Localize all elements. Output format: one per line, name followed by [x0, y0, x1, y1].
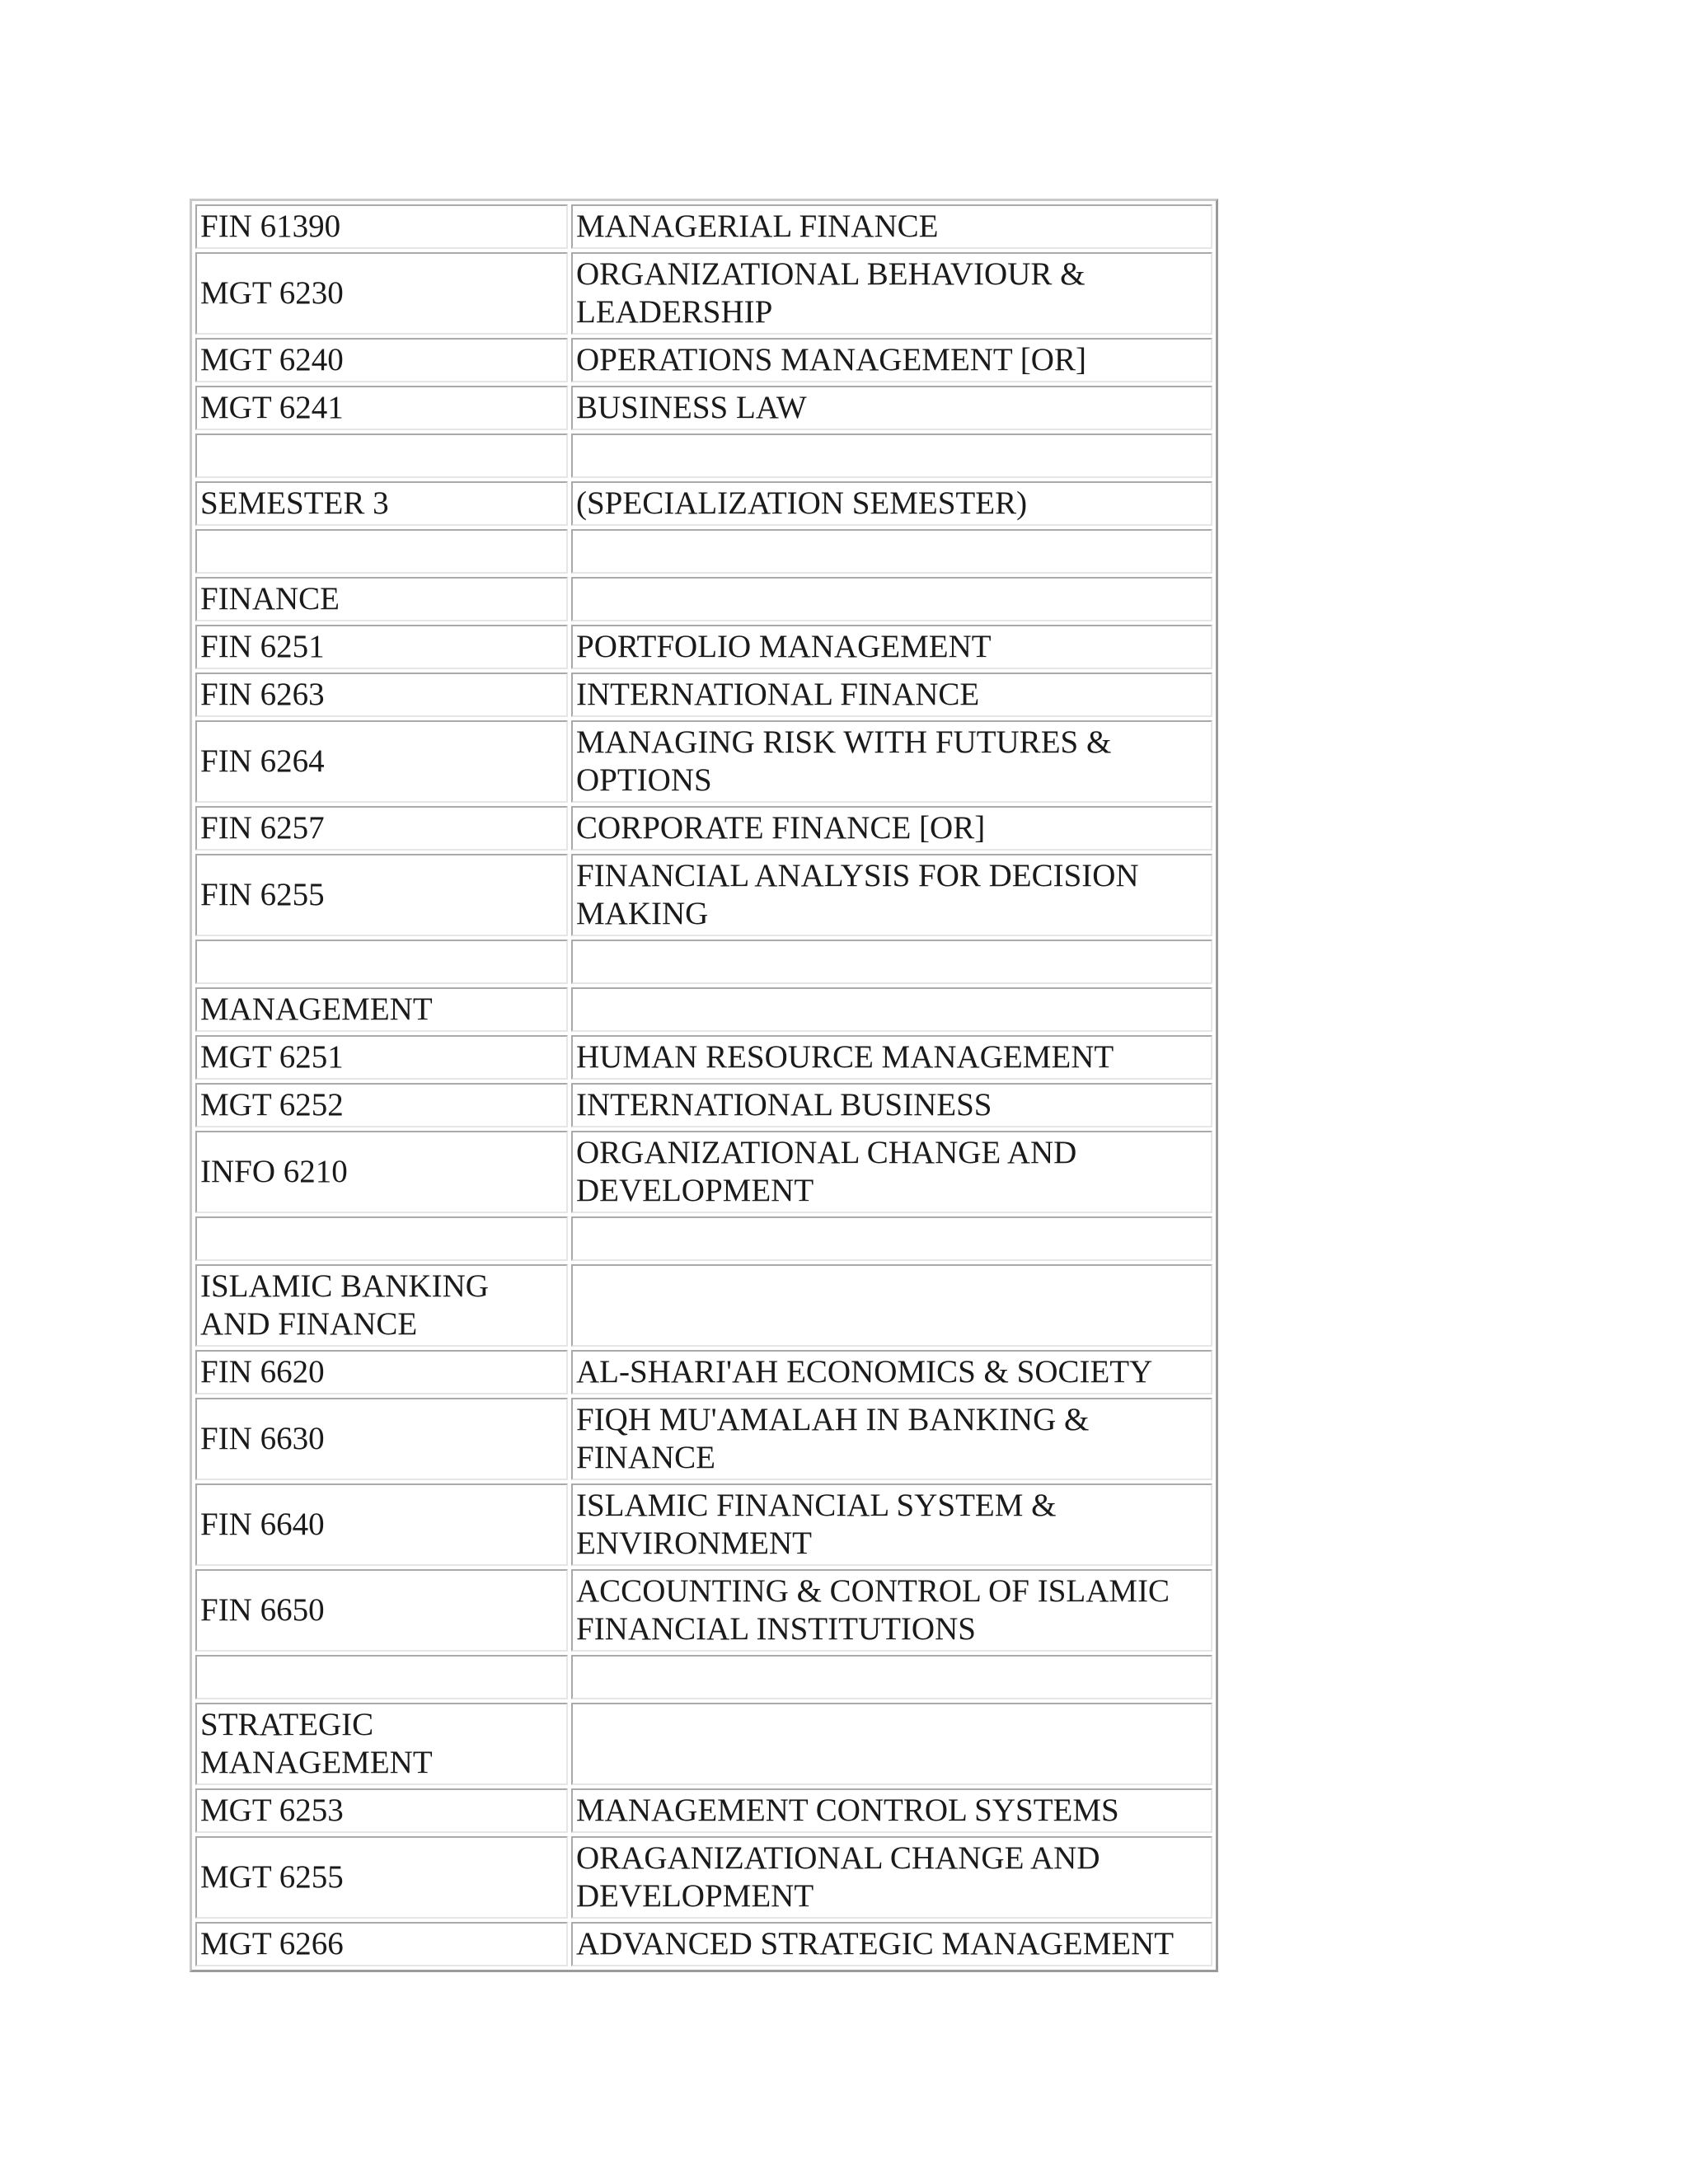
course-title-cell: [571, 577, 1212, 621]
course-code-cell: MGT 6240: [195, 338, 568, 382]
course-table: [190, 199, 1218, 1972]
semester-header-row: [195, 481, 1212, 526]
course-table-body: [195, 204, 1212, 1966]
course-title-cell: AL-SHARI'AH ECONOMICS & SOCIETY: [571, 1350, 1212, 1394]
course-title-cell: FIQH MU'AMALAH IN BANKING & FINANCE: [571, 1398, 1212, 1480]
course-code-cell: INFO 6210: [195, 1131, 568, 1213]
course-title-cell: [571, 1216, 1212, 1261]
table-row: [195, 854, 1212, 936]
table-row: [195, 386, 1212, 430]
course-title-cell: OPERATIONS MANAGEMENT [OR]: [571, 338, 1212, 382]
course-title-cell: ADVANCED STRATEGIC MANAGEMENT: [571, 1922, 1212, 1966]
course-title-cell: MANAGEMENT CONTROL SYSTEMS: [571, 1788, 1212, 1833]
table-row: [195, 1569, 1212, 1652]
course-code-cell: MGT 6253: [195, 1788, 568, 1833]
blank-row: [195, 940, 1212, 984]
course-code-cell: [195, 529, 568, 574]
course-code-cell: FIN 6251: [195, 625, 568, 669]
table-row: [195, 673, 1212, 717]
table-row: [195, 1398, 1212, 1480]
course-title-cell: INTERNATIONAL FINANCE: [571, 673, 1212, 717]
course-title-cell: CORPORATE FINANCE [OR]: [571, 806, 1212, 851]
blank-row: [195, 529, 1212, 574]
table-row: [195, 625, 1212, 669]
course-code-cell: FIN 6650: [195, 1569, 568, 1652]
table-row: [195, 252, 1212, 335]
table-row: [195, 338, 1212, 382]
course-title-cell: ORGANIZATIONAL BEHAVIOUR & LEADERSHIP: [571, 252, 1212, 335]
course-title-cell: BUSINESS LAW: [571, 386, 1212, 430]
course-title-cell: MANAGERIAL FINANCE: [571, 204, 1212, 249]
course-title-cell: ISLAMIC FINANCIAL SYSTEM & ENVIRONMENT: [571, 1483, 1212, 1566]
course-title-cell: ACCOUNTING & CONTROL OF ISLAMIC FINANCIAL INSTITUTIONS: [571, 1569, 1212, 1652]
table-row: [195, 1131, 1212, 1213]
course-title-cell: HUMAN RESOURCE MANAGEMENT: [571, 1035, 1212, 1080]
course-code-cell: FIN 6630: [195, 1398, 568, 1480]
section-heading-cell: STRATEGIC MANAGEMENT: [195, 1703, 568, 1785]
course-code-cell: MGT 6266: [195, 1922, 568, 1966]
course-title-cell: [571, 434, 1212, 478]
section-header-row: [195, 987, 1212, 1032]
course-title-cell: [571, 529, 1212, 574]
course-code-cell: [195, 1655, 568, 1699]
course-code-cell: MGT 6255: [195, 1836, 568, 1919]
course-code-cell: FIN 6257: [195, 806, 568, 851]
table-row: [195, 1788, 1212, 1833]
semester-label-cell: SEMESTER 3: [195, 481, 568, 526]
section-heading-cell: ISLAMIC BANKING AND FINANCE: [195, 1264, 568, 1347]
table-row: [195, 1836, 1212, 1919]
course-code-cell: FIN 6264: [195, 720, 568, 803]
course-title-cell: [571, 987, 1212, 1032]
table-row: [195, 806, 1212, 851]
course-code-cell: FIN 6640: [195, 1483, 568, 1566]
course-title-cell: [571, 1264, 1212, 1347]
course-code-cell: FIN 61390: [195, 204, 568, 249]
course-code-cell: MGT 6252: [195, 1083, 568, 1127]
course-code-cell: MGT 6230: [195, 252, 568, 335]
table-row: [195, 1922, 1212, 1966]
section-heading-cell: FINANCE: [195, 577, 568, 621]
semester-note-cell: (SPECIALIZATION SEMESTER): [571, 481, 1212, 526]
course-title-cell: MANAGING RISK WITH FUTURES & OPTIONS: [571, 720, 1212, 803]
course-code-cell: MGT 6251: [195, 1035, 568, 1080]
course-title-cell: [571, 1655, 1212, 1699]
course-title-cell: [571, 1703, 1212, 1785]
table-row: [195, 204, 1212, 249]
blank-row: [195, 1216, 1212, 1261]
blank-row: [195, 1655, 1212, 1699]
table-row: [195, 1350, 1212, 1394]
section-header-row: [195, 1703, 1212, 1785]
table-row: [195, 720, 1212, 803]
course-title-cell: ORGANIZATIONAL CHANGE AND DEVELOPMENT: [571, 1131, 1212, 1213]
course-code-cell: [195, 940, 568, 984]
section-header-row: [195, 577, 1212, 621]
course-code-cell: FIN 6620: [195, 1350, 568, 1394]
course-code-cell: MGT 6241: [195, 386, 568, 430]
course-title-cell: FINANCIAL ANALYSIS FOR DECISION MAKING: [571, 854, 1212, 936]
course-code-cell: [195, 1216, 568, 1261]
course-title-cell: PORTFOLIO MANAGEMENT: [571, 625, 1212, 669]
course-title-cell: [571, 940, 1212, 984]
course-code-cell: FIN 6255: [195, 854, 568, 936]
course-code-cell: FIN 6263: [195, 673, 568, 717]
blank-row: [195, 434, 1212, 478]
course-code-cell: [195, 434, 568, 478]
table-row: [195, 1483, 1212, 1566]
section-header-row: [195, 1264, 1212, 1347]
section-heading-cell: MANAGEMENT: [195, 987, 568, 1032]
table-row: [195, 1035, 1212, 1080]
course-title-cell: INTERNATIONAL BUSINESS: [571, 1083, 1212, 1127]
course-title-cell: ORAGANIZATIONAL CHANGE AND DEVELOPMENT: [571, 1836, 1212, 1919]
table-row: [195, 1083, 1212, 1127]
